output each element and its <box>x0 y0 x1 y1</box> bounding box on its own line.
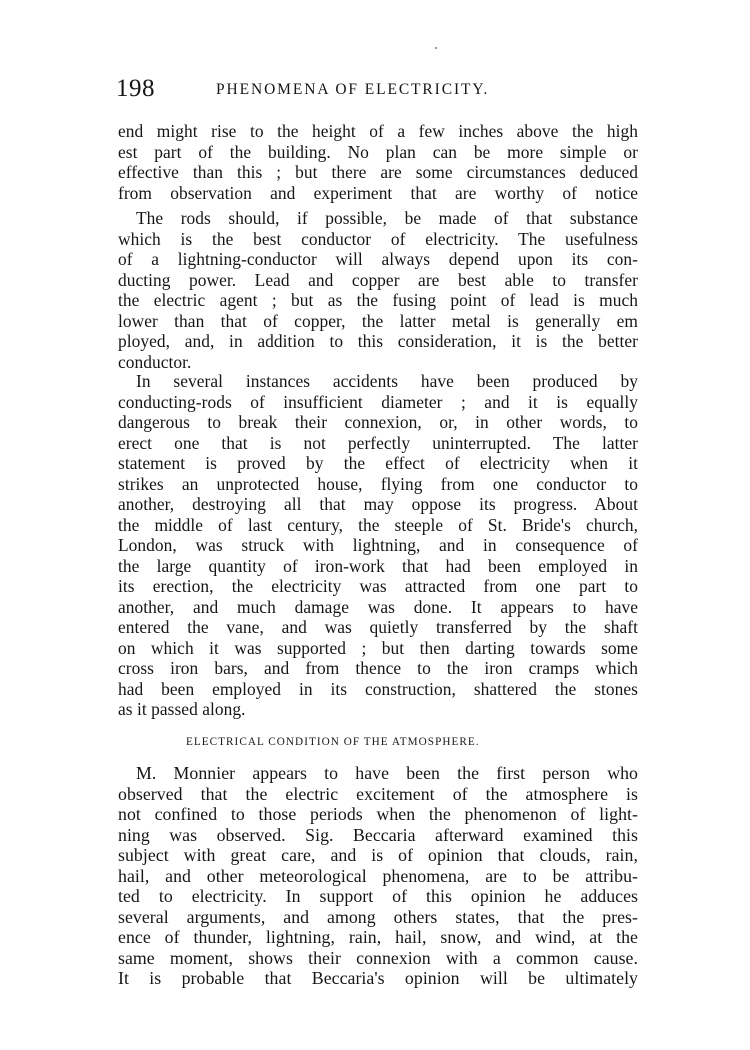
section-heading: ELECTRICAL CONDITION OF THE ATMOSPHERE. <box>186 736 480 748</box>
text-line: not confined to those periods when the phenomenon of light- <box>118 804 638 824</box>
text-line: statement is proved by the effect of electricity when it <box>118 453 638 473</box>
text-line: The rods should, if possible, be made of that substance <box>136 208 638 228</box>
text-line: conductor. <box>118 351 192 372</box>
text-line: had been employed in its construction, shattered the stones <box>118 678 638 699</box>
text-line: London, was struck with lightning, and in consequence of <box>118 535 638 555</box>
paragraph-rod-material <box>118 208 638 372</box>
page-header <box>116 74 656 104</box>
text-line: another, and much damage was done. It appears to have <box>118 596 638 617</box>
text-line: It is probable that Beccaria's opinion will be ultimately <box>118 968 638 988</box>
text-line: as it passed along. <box>118 699 246 719</box>
ink-speck <box>435 47 437 49</box>
text-line: the electric agent ; but as the fusing point of lead is much <box>118 290 638 310</box>
text-line: est part of the building. No plan can be more simple or <box>118 141 638 162</box>
paragraph-st-brides-church <box>118 371 638 720</box>
text-line: entered the vane, and was quietly transferred by the shaft <box>118 617 638 637</box>
page-number: 198 <box>116 75 155 102</box>
text-line: the middle of last century, the steeple of St. Bride's church, <box>118 514 638 535</box>
text-line: effective than this ; but there are some circumstances deduced <box>118 162 638 182</box>
text-line: ployed, and, in addition to this consideration, it is the better <box>118 331 638 351</box>
text-line: ducting power. Lead and copper are best able to transfer <box>118 269 638 290</box>
text-line: ence of thunder, lightning, rain, hail, snow, and wind, at the <box>118 927 638 947</box>
text-line: ted to electricity. In support of this opinion he adduces <box>118 886 638 906</box>
text-line: cross iron bars, and from thence to the iron cramps which <box>118 658 638 678</box>
text-line: end might rise to the height of a few inches above the high <box>118 121 638 141</box>
text-line: its erection, the electricity was attracted from one part to <box>118 576 638 596</box>
text-line: conducting-rods of insufficient diameter ; and it is equally <box>118 391 638 412</box>
running-title: PHENOMENA OF ELECTRICITY. <box>216 81 490 98</box>
text-line: strikes an unprotected house, flying from one conductor to <box>118 473 638 494</box>
text-line: several arguments, and among others states, that the pres- <box>118 906 638 927</box>
text-line: subject with great care, and is of opinion that clouds, rain, <box>118 845 638 865</box>
text-line: hail, and other meteorological phenomena, are to be attribu- <box>118 865 638 886</box>
text-line: erect one that is not perfectly uninterrupted. The latter <box>118 432 638 453</box>
text-line: M. Monnier appears to have been the first person who <box>136 763 638 783</box>
text-line: ning was observed. Sig. Beccaria afterward examined this <box>118 824 638 845</box>
text-line: the large quantity of iron-work that had been employed in <box>118 555 638 576</box>
text-line: on which it was supported ; but then darting towards some <box>118 637 638 658</box>
text-line: same moment, shows their connexion with a common cause. <box>118 947 638 968</box>
text-line: of a lightning-conductor will always depend upon its con- <box>118 249 638 269</box>
text-line: lower than that of copper, the latter metal is generally em <box>118 310 638 331</box>
text-line: dangerous to break their connexion, or, in other words, to <box>118 412 638 432</box>
text-line: from observation and experiment that are worthy of notice <box>118 182 638 203</box>
text-line: which is the best conductor of electricity. The usefulness <box>118 228 638 249</box>
paragraph-atmospheric-electricity <box>118 763 638 989</box>
text-line: In several instances accidents have been produced by <box>136 371 638 391</box>
text-line: another, destroying all that may oppose its progress. About <box>118 494 638 514</box>
paragraph-lightning-rod-height <box>118 121 638 203</box>
text-line: observed that the electric excitement of the atmosphere is <box>118 783 638 804</box>
